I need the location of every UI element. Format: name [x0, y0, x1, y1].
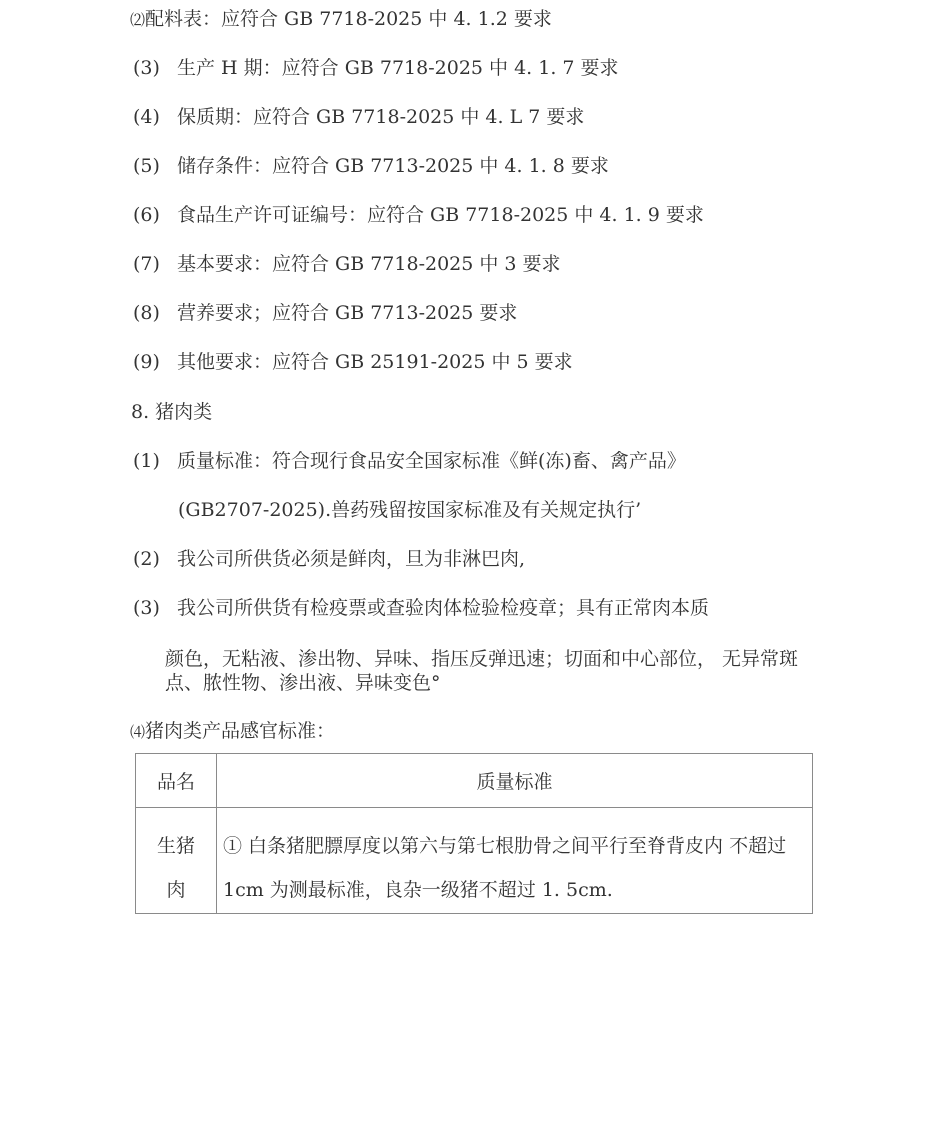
column-header-name: 品名 [136, 754, 217, 808]
pork-item-4 [130, 719, 335, 744]
column-header-standard: 质量标准 [217, 754, 813, 808]
list-text: 配料表：应符合 GB 7718-2025 中 4. 1.2 要求 [145, 8, 552, 30]
sensory-standard-table [135, 753, 813, 914]
standard-line-2: 1cm 为测最标准，良杂一级猪不超过 1. 5cm. [223, 879, 613, 901]
pork-item-3 [133, 596, 709, 620]
pork-item-3-paragraph: 颜色，无粘液、渗出物、异味、指压反弹迅速；切面和中心部位， 无异常斑点、脓性物、渗出液、异味变色° [165, 648, 799, 694]
product-name-line-2: 肉 [166, 879, 186, 901]
list-item-9 [133, 350, 573, 374]
list-number: (8) [133, 302, 160, 324]
list-item-2 [130, 7, 552, 32]
list-item-5 [133, 154, 609, 178]
list-text: 生产 H 期：应符合 GB 7718-2025 中 4. 1. 7 要求 [177, 57, 619, 79]
list-text: 食品生产许可证编号：应符合 GB 7718-2025 中 4. 1. 9 要求 [177, 204, 704, 226]
list-text: 保质期：应符合 GB 7718-2025 中 4. L 7 要求 [177, 106, 585, 128]
section-heading: 8. 猪肉类 [131, 401, 213, 423]
list-number: (9) [133, 351, 160, 373]
table-header-row [136, 754, 813, 808]
list-item-6 [133, 203, 704, 227]
list-item-4 [133, 105, 584, 129]
list-number: (4) [133, 106, 160, 128]
list-number: (6) [133, 204, 160, 226]
list-text: 储存条件：应符合 GB 7713-2025 中 4. 1. 8 要求 [177, 155, 609, 177]
list-item-3 [133, 56, 619, 80]
pork-item-2 [133, 547, 525, 571]
list-text: 我公司所供货必须是鲜肉，旦为非淋巴肉, [177, 548, 526, 570]
list-number: (3) [133, 597, 160, 619]
list-item-7 [133, 252, 561, 276]
list-item-8 [133, 301, 517, 325]
list-number: ⑷ [130, 723, 146, 741]
list-text: 营养要求；应符合 GB 7713-2025 要求 [177, 302, 518, 324]
table-row [136, 808, 813, 914]
list-number: ⑵ [130, 11, 146, 29]
list-number: (1) [133, 450, 160, 472]
pork-item-1 [133, 449, 686, 473]
list-text: 基本要求：应符合 GB 7718-2025 中 3 要求 [177, 253, 561, 275]
list-text: 质量标准：符合现行食品安全国家标准《鲜(冻)畜、禽产品》 [177, 450, 686, 472]
list-number: (3) [133, 57, 160, 79]
list-text: 猪肉类产品感官标准： [145, 720, 336, 742]
list-number: (7) [133, 253, 160, 275]
product-name-line-1: 生猪 [156, 835, 195, 857]
list-text: 其他要求：应符合 GB 25191-2025 中 5 要求 [177, 351, 573, 373]
pork-item-1-continuation: (GB2707-2025).兽药残留按国家标准及有关规定执行’ [178, 499, 642, 521]
cell-product-name [136, 808, 217, 914]
list-number: (2) [133, 548, 160, 570]
cell-quality-standard [217, 808, 813, 914]
standard-line-1: ① 白条猪肥膘厚度以第六与第七根肋骨之间平行至脊背皮内 不超过 [223, 835, 787, 857]
list-text: 我公司所供货有检疫票或查验肉体检验检疫章；具有正常肉本质 [177, 597, 710, 619]
list-number: (5) [133, 155, 160, 177]
